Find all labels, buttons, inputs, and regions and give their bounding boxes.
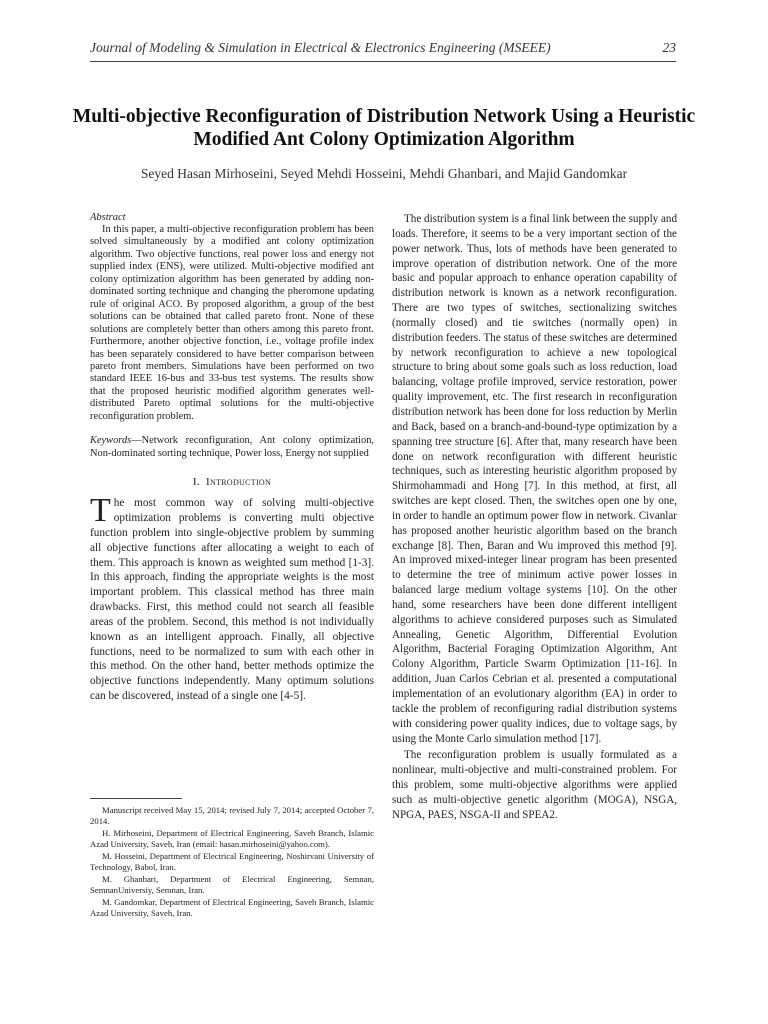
header-rule (90, 61, 676, 62)
body-paragraph: The reconfiguration problem is usually formulated as a nonlinear, multi-objective and multi-constrained problem. For this problem, some multi-objective algorithms were applied such as multi-objective genetic algorithm (MOGA), NSGA, NPGA, PAES, NSGA-II and SPEA2. (392, 749, 677, 821)
keywords-text: —Network reconfiguration, Ant colony optimization, Non-dominated sorting technique, Power loss, Energy not supplied (90, 435, 374, 459)
page-number: 23 (662, 40, 676, 55)
body-paragraph: The distribution system is a final link between the supply and loads. Therefore, it seems to be a very important section of the power network. Thus, lots of methods have been generated to improve operation of distribution network. One of the more basic and popular approach to enhance operation capability of distribution network is known as a network reconfiguration. There are two types of switches, sectionalizing switches (normally closed) and tie switches (normally open) in distribution feeders. The status of these switches are determined by network reconfiguration to achieve a new topological structure to bring about some goals such as loss reduction, load balancing, voltage profile improved, service restoration, power quality improvement, etc. The first research in reconfiguration distribution network has been done for loss reduction by Merlin and Back, based on a branch-and-bound-type optimization by a spanning tree structure [6]. After that, many research have been done on network reconfiguration with different heuristic techniques, such as interesting heuristic algorithm proposed by Shirmohammadi and Hong [7]. In this method, at first, all switches are kept closed. Then, the switches open one by one, in order to handle an optimum power flow in network. Civanlar has proposed another heuristic algorithm based on the branch exchange [8]. Then, Baran and Wu improved this method [9]. An improved mixed-integer linear program has been presented to determine the tree of minimum active power losses in balanced large medium voltage systems [10]. On the other hand, some researchers have been done different intelligent algorithms to achieve considered purposes such as Simulated Annealing, Genetic Algorithm, Differential Evolution Algorithm, Bacterial Foraging Optimization Algorithm, Ant Colony Algorithm, Particle Swarm Optimization [11-16]. In addition, Juan Carlos Cebrian et al. presented a computational implementation of an evolutionary algorithm (EA) in order to tackle the problem of reconfiguring radial distribution systems with considering power quality indices, due to voltage sags, by using the Monte Carlo simulation method [17]. (392, 213, 677, 745)
footnote-manuscript: Manuscript received May 15, 2014; revised July 7, 2014; accepted October 7, 2014. (90, 805, 374, 826)
keywords-label: Keywords (90, 435, 132, 447)
footnote-rule (90, 798, 182, 799)
paper-title: Multi-objective Reconfiguration of Distribution Network Using a Heuristic Modified Ant Colony Optimization Algorithm (72, 106, 696, 150)
abstract-label: Abstract (90, 212, 126, 223)
section-heading (90, 476, 374, 488)
footnote-author-3: M. Ghanbari, Department of Electrical Engineering, Semnan, SemnanUniversiy, Semnan, Iran. (90, 874, 374, 895)
running-header (90, 40, 676, 56)
introduction-paragraph (90, 492, 374, 704)
footnote-author-2: M. Hosseini, Department of Electrical Engineering, Noshirvani University of Technology, Babol, Iran. (90, 851, 374, 872)
footnote-author-1: H. Mirhoseini, Department of Electrical Engineering, Saveh Branch, Islamic Azad University, Saveh, Iran (email: hasan.mirhoseini@yahoo.com). (90, 828, 374, 849)
author-list: Seyed Hasan Mirhoseini, Seyed Mehdi Hosseini, Mehdi Ghanbari, and Majid Gandomkar (140, 166, 628, 181)
keywords (90, 435, 374, 460)
section-number: I. (192, 476, 200, 489)
section-title: Introduction (206, 476, 272, 489)
introduction-text: he most common way of solving multi-objective optimization problems is converting multi objective function problem into single-objective problem by summing all objective functions after allocating a weight to each of them. This approach is known as weighted sum method [1-3]. In this approach, finding the appropriate weights is the most important problem. This classical method has three main drawbacks. First, this method could not search all feasible areas of the problem. Second, this method is not individually known as an intelligent approach. Finally, all objective functions, need to be normalized to sum with each other in this method. On the other hand, better methods optimize the objective functions independently. Many optimum solutions can be discovered, instead of a single one [4-5]. (90, 497, 374, 703)
left-column (90, 212, 374, 704)
abstract-text: In this paper, a multi-objective reconfiguration problem has been solved simultaneously by a modified ant colony optimization algorithm. Two objective functions, real power loss and energy not supplied index (ENS), were utilized. Multi-objective modified ant colony optimization algorithm has been generated by adding non-dominated sorting technique and changing the pheromone updating rule of original ACO. By proposed algorithm, a group of the best solutions can be obtained that called pareto front. None of these solutions are completely better than others among this pareto front. Furthermore, another objective fonction, i.e., voltage profile index has been separately considered to have better comparison between pareto front members. Simulations have been performed on two standard IEEE 16-bus and 33-bus test systems. The results show that the proposed heuristic modified algorithm generates well-distributed Pareto optimal solutions for the multi-objective reconfiguration problem. (90, 224, 374, 422)
drop-cap: T (90, 492, 111, 530)
journal-name: Journal of Modeling & Simulation in Electrical & Electronics Engineering (MSEEE) (90, 40, 551, 55)
footnotes (90, 798, 374, 920)
right-column (392, 212, 677, 823)
footnote-author-4: M. Gandomkar, Department of Electrical Engineering, Saveh Branch, Islamic Azad University, Saveh, Iran. (90, 897, 374, 918)
